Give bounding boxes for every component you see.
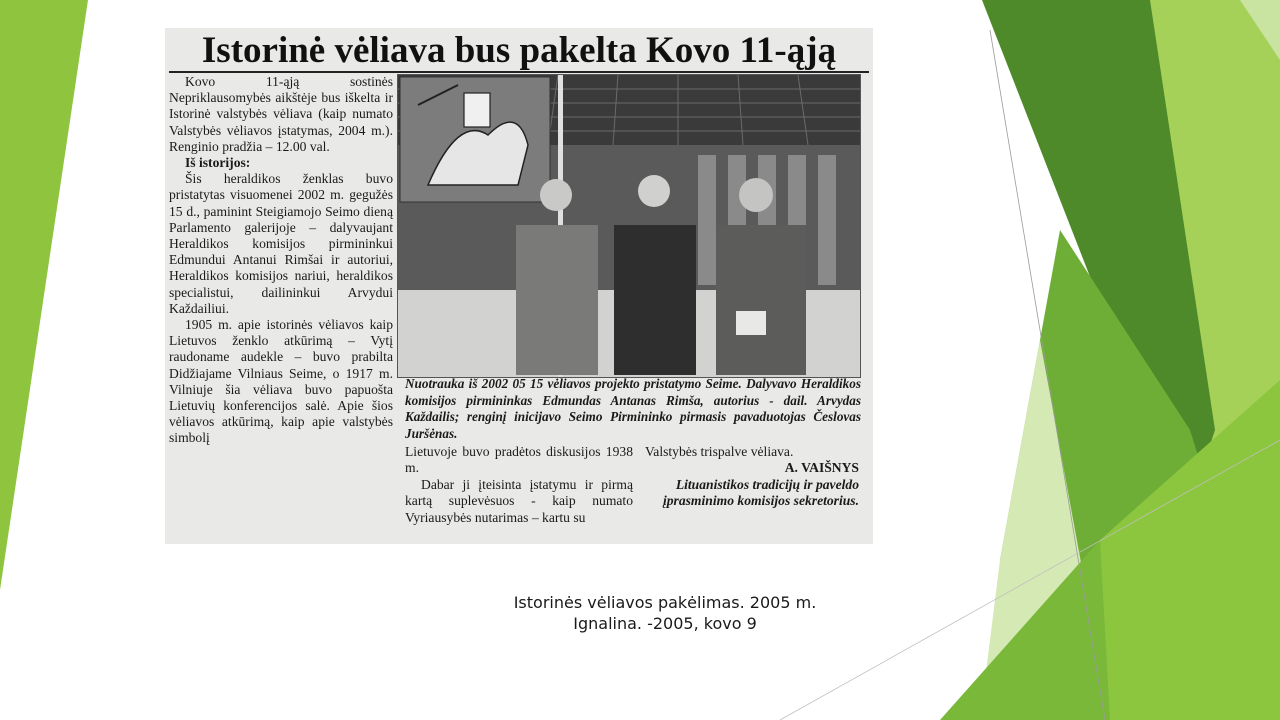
- newspaper-clipping: [165, 28, 873, 544]
- clipping-right-column: [645, 444, 859, 510]
- left-green-shape: [0, 0, 88, 590]
- article-paragraph-1: Šis heraldikos ženklas buvo pristatytas visuomenei 2002 m. gegužės 15 d., paminint Steigiamojo Seimo dieną Parlamento galerijoje – dalyvaujant Heraldikos komisijos pirmininkui Edmundui Antanui Rimšai ir autoriui, Heraldikos komisijos nariui, heraldikos specialistui, dailininkui Arvydui Každailiui.: [169, 171, 393, 316]
- article-intro: Kovo 11-ąją sostinės Nepriklausomybės aikštėje bus iškelta ir Istorinė valstybės vėliava (kaip numato Valstybės vėliavos įstatymas, 2004 m.). Renginio pradžia – 12.00 val.: [169, 74, 393, 154]
- author-role: Lituanistikos tradicijų ir paveldo įprasminimo komisijos sekretorius.: [662, 476, 859, 509]
- clipping-left-column: [169, 74, 393, 447]
- article-photo: [397, 74, 861, 378]
- article-author: A. VAIŠNYS: [784, 460, 859, 476]
- photo-illustration: [398, 75, 860, 377]
- middle-text-1: Lietuvoje buvo pradėtos diskusijos 1938 m.: [405, 444, 633, 476]
- clipping-headline: Istorinė vėliava bus pakelta Kovo 11-ąją: [201, 30, 837, 71]
- slide-caption-line-2: Ignalina. -2005, kovo 9: [573, 614, 757, 633]
- article-subheading: Iš istorijos:: [185, 155, 251, 171]
- right-text: Valstybės trispalve vėliava.: [645, 444, 794, 459]
- slide-caption-line-1: Istorinės vėliavos pakėlimas. 2005 m.: [513, 593, 817, 612]
- middle-text-2: Dabar ji įteisinta įstatymu ir pirmą kartą suplevėsuos - kaip numato Vyriausybės nutarimas – kartu su: [405, 476, 633, 525]
- headline-rule: [169, 71, 869, 73]
- clipping-middle-column: [405, 444, 633, 526]
- article-paragraph-2: 1905 m. apie istorinės vėliavos kaip Lietuvos ženklo atkūrimą – Vytį raudoname audekle – buvo prabilta Didžiajame Vilniaus Seime, o 1917 m. Vilniuje šia vėliava buvo papuošta Lietuvių konferencijos salė. Apie šios vėliavos atkūrimą, kaip apie valstybės simbolį: [169, 317, 393, 446]
- slide-caption: [380, 592, 950, 634]
- photo-caption: Nuotrauka iš 2002 05 15 vėliavos projekto pristatymo Seime. Dalyvavo Heraldikos komisijos pirmininkas Edmundas Antanas Rimša, autorius - dail. Arvydas Každailis; renginį inicijavo Seimo Pirmininko pirmasis pavaduotojas Česlovas Juršėnas.: [405, 376, 861, 441]
